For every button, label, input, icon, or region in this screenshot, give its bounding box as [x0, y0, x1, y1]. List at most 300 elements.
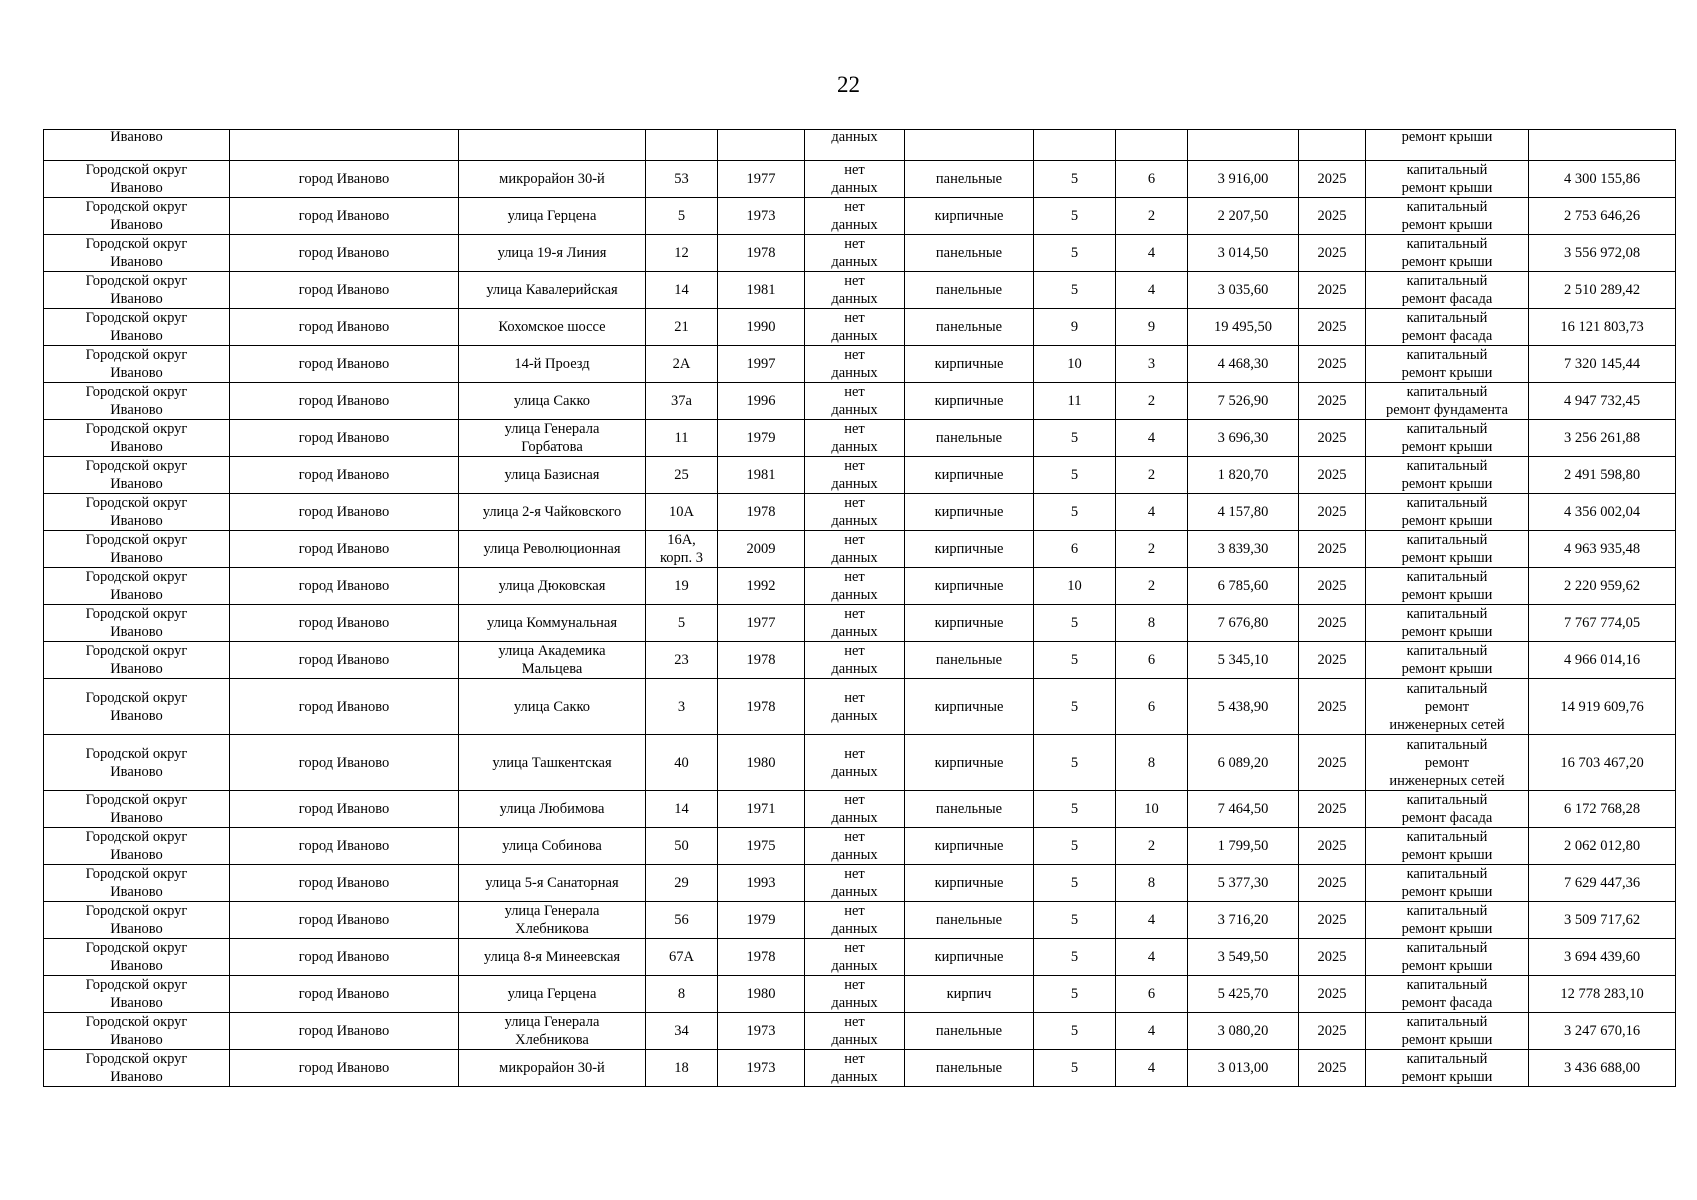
cell-area: 3 080,20 — [1188, 1013, 1299, 1050]
cell-year: 1971 — [718, 791, 805, 828]
cell-cost: 3 256 261,88 — [1529, 420, 1676, 457]
cell-plan-year: 2025 — [1299, 865, 1366, 902]
cell-entrances: 10 — [1116, 791, 1188, 828]
cell-area: 3 716,20 — [1188, 902, 1299, 939]
cell-wall-material: кирпичные — [905, 605, 1034, 642]
housing-repair-table — [43, 129, 1676, 1087]
cell-entrances: 4 — [1116, 235, 1188, 272]
cell-floors: 5 — [1034, 1050, 1116, 1087]
cell-floors: 5 — [1034, 457, 1116, 494]
cell-cost: 2 220 959,62 — [1529, 568, 1676, 605]
cell-area: 19 495,50 — [1188, 309, 1299, 346]
cell-municipality: Городской округ Иваново — [44, 494, 230, 531]
cell-street: улица Герцена — [459, 198, 646, 235]
cell-year: 1978 — [718, 642, 805, 679]
cell-area: 1 820,70 — [1188, 457, 1299, 494]
table-row — [44, 346, 1676, 383]
cell-municipality: Городской округ Иваново — [44, 735, 230, 791]
cell-cost: 4 947 732,45 — [1529, 383, 1676, 420]
cell-year: 1993 — [718, 865, 805, 902]
cell-work-type: ремонт крыши — [1366, 130, 1529, 161]
cell-entrances: 2 — [1116, 198, 1188, 235]
cell-wall-material — [905, 130, 1034, 161]
cell-plan-year: 2025 — [1299, 494, 1366, 531]
cell-house: 8 — [646, 976, 718, 1013]
cell-entrances: 2 — [1116, 457, 1188, 494]
cell-floors: 5 — [1034, 828, 1116, 865]
cell-municipality: Городской округ Иваново — [44, 272, 230, 309]
cell-cost: 2 491 598,80 — [1529, 457, 1676, 494]
cell-municipality: Городской округ Иваново — [44, 828, 230, 865]
cell-cost: 2 062 012,80 — [1529, 828, 1676, 865]
cell-commission-year: нет данных — [805, 531, 905, 568]
cell-wall-material: кирпичные — [905, 198, 1034, 235]
cell-entrances: 4 — [1116, 1013, 1188, 1050]
cell-area: 6 785,60 — [1188, 568, 1299, 605]
cell-locality: город Иваново — [230, 1013, 459, 1050]
cell-plan-year: 2025 — [1299, 605, 1366, 642]
table-row — [44, 457, 1676, 494]
cell-plan-year: 2025 — [1299, 679, 1366, 735]
cell-municipality: Городской округ Иваново — [44, 346, 230, 383]
cell-year: 1973 — [718, 198, 805, 235]
cell-cost: 4 356 002,04 — [1529, 494, 1676, 531]
cell-work-type: капитальный ремонт крыши — [1366, 1050, 1529, 1087]
cell-street — [459, 130, 646, 161]
cell-year: 1981 — [718, 457, 805, 494]
cell-floors — [1034, 130, 1116, 161]
cell-floors: 5 — [1034, 976, 1116, 1013]
cell-commission-year: данных — [805, 130, 905, 161]
cell-entrances: 4 — [1116, 1050, 1188, 1087]
table-row — [44, 605, 1676, 642]
cell-house: 21 — [646, 309, 718, 346]
cell-house: 11 — [646, 420, 718, 457]
cell-wall-material: кирпичные — [905, 865, 1034, 902]
table-row — [44, 420, 1676, 457]
table-row — [44, 735, 1676, 791]
cell-plan-year: 2025 — [1299, 383, 1366, 420]
cell-work-type: капитальный ремонт фундамента — [1366, 383, 1529, 420]
cell-year: 1973 — [718, 1050, 805, 1087]
cell-plan-year: 2025 — [1299, 976, 1366, 1013]
cell-year: 1978 — [718, 235, 805, 272]
cell-wall-material: панельные — [905, 235, 1034, 272]
cell-cost: 4 300 155,86 — [1529, 161, 1676, 198]
cell-cost: 3 556 972,08 — [1529, 235, 1676, 272]
cell-municipality: Иваново — [44, 130, 230, 161]
cell-cost: 3 247 670,16 — [1529, 1013, 1676, 1050]
cell-work-type: капитальный ремонт инженерных сетей — [1366, 679, 1529, 735]
cell-year: 1990 — [718, 309, 805, 346]
cell-locality: город Иваново — [230, 679, 459, 735]
cell-plan-year: 2025 — [1299, 828, 1366, 865]
cell-municipality: Городской округ Иваново — [44, 976, 230, 1013]
cell-street: Кохомское шоссе — [459, 309, 646, 346]
cell-area: 5 425,70 — [1188, 976, 1299, 1013]
cell-street: улица Герцена — [459, 976, 646, 1013]
cell-street: микрорайон 30-й — [459, 1050, 646, 1087]
cell-wall-material: панельные — [905, 902, 1034, 939]
cell-area: 1 799,50 — [1188, 828, 1299, 865]
cell-entrances: 6 — [1116, 976, 1188, 1013]
cell-work-type: капитальный ремонт крыши — [1366, 161, 1529, 198]
cell-area: 2 207,50 — [1188, 198, 1299, 235]
cell-plan-year: 2025 — [1299, 161, 1366, 198]
cell-locality: город Иваново — [230, 494, 459, 531]
cell-entrances: 2 — [1116, 568, 1188, 605]
cell-street: 14-й Проезд — [459, 346, 646, 383]
cell-locality: город Иваново — [230, 791, 459, 828]
cell-wall-material: панельные — [905, 309, 1034, 346]
cell-entrances: 8 — [1116, 735, 1188, 791]
cell-municipality: Городской округ Иваново — [44, 902, 230, 939]
cell-commission-year: нет данных — [805, 198, 905, 235]
cell-commission-year: нет данных — [805, 902, 905, 939]
cell-work-type: капитальный ремонт крыши — [1366, 939, 1529, 976]
cell-year: 1978 — [718, 494, 805, 531]
cell-wall-material: кирпичные — [905, 346, 1034, 383]
table-row — [44, 828, 1676, 865]
cell-floors: 5 — [1034, 865, 1116, 902]
cell-street: улица Ташкентская — [459, 735, 646, 791]
cell-locality: город Иваново — [230, 198, 459, 235]
cell-municipality: Городской округ Иваново — [44, 161, 230, 198]
cell-plan-year: 2025 — [1299, 235, 1366, 272]
table-row — [44, 1013, 1676, 1050]
cell-house: 5 — [646, 605, 718, 642]
table-row-continued — [44, 130, 1676, 161]
cell-commission-year: нет данных — [805, 1013, 905, 1050]
cell-entrances: 6 — [1116, 679, 1188, 735]
cell-commission-year: нет данных — [805, 865, 905, 902]
cell-work-type: капитальный ремонт крыши — [1366, 902, 1529, 939]
table-row — [44, 679, 1676, 735]
table-row — [44, 531, 1676, 568]
cell-commission-year: нет данных — [805, 735, 905, 791]
cell-floors: 9 — [1034, 309, 1116, 346]
cell-area: 4 468,30 — [1188, 346, 1299, 383]
cell-street: улица Кавалерийская — [459, 272, 646, 309]
page-number: 22 — [837, 72, 860, 97]
cell-cost: 14 919 609,76 — [1529, 679, 1676, 735]
cell-floors: 5 — [1034, 735, 1116, 791]
cell-wall-material: кирпичные — [905, 939, 1034, 976]
cell-cost: 3 694 439,60 — [1529, 939, 1676, 976]
cell-floors: 5 — [1034, 198, 1116, 235]
cell-wall-material: панельные — [905, 1013, 1034, 1050]
cell-area: 7 464,50 — [1188, 791, 1299, 828]
cell-wall-material: панельные — [905, 642, 1034, 679]
cell-locality: город Иваново — [230, 420, 459, 457]
cell-wall-material: кирпичные — [905, 457, 1034, 494]
cell-locality: город Иваново — [230, 828, 459, 865]
cell-commission-year: нет данных — [805, 605, 905, 642]
cell-municipality: Городской округ Иваново — [44, 457, 230, 494]
cell-house: 3 — [646, 679, 718, 735]
cell-area: 5 345,10 — [1188, 642, 1299, 679]
cell-plan-year: 2025 — [1299, 939, 1366, 976]
table-row — [44, 198, 1676, 235]
cell-wall-material: кирпичные — [905, 531, 1034, 568]
cell-work-type: капитальный ремонт фасада — [1366, 976, 1529, 1013]
cell-cost: 7 629 447,36 — [1529, 865, 1676, 902]
cell-locality: город Иваново — [230, 531, 459, 568]
table-row — [44, 568, 1676, 605]
cell-floors: 5 — [1034, 679, 1116, 735]
cell-municipality: Городской округ Иваново — [44, 383, 230, 420]
cell-street: улица Сакко — [459, 383, 646, 420]
cell-entrances: 6 — [1116, 161, 1188, 198]
table-row — [44, 976, 1676, 1013]
cell-entrances: 3 — [1116, 346, 1188, 383]
table-row — [44, 272, 1676, 309]
cell-area: 3 549,50 — [1188, 939, 1299, 976]
cell-house: 29 — [646, 865, 718, 902]
cell-municipality: Городской округ Иваново — [44, 865, 230, 902]
cell-wall-material: панельные — [905, 272, 1034, 309]
cell-locality: город Иваново — [230, 309, 459, 346]
cell-year: 1979 — [718, 420, 805, 457]
cell-locality: город Иваново — [230, 865, 459, 902]
cell-locality: город Иваново — [230, 161, 459, 198]
cell-work-type: капитальный ремонт крыши — [1366, 235, 1529, 272]
cell-wall-material: кирпичные — [905, 735, 1034, 791]
cell-floors: 5 — [1034, 235, 1116, 272]
cell-year: 1978 — [718, 939, 805, 976]
cell-wall-material: панельные — [905, 161, 1034, 198]
cell-area: 3 035,60 — [1188, 272, 1299, 309]
cell-area: 3 014,50 — [1188, 235, 1299, 272]
table-row — [44, 161, 1676, 198]
cell-commission-year: нет данных — [805, 383, 905, 420]
cell-street: улица Дюковская — [459, 568, 646, 605]
cell-street: улица Академика Мальцева — [459, 642, 646, 679]
cell-commission-year: нет данных — [805, 642, 905, 679]
cell-year: 1979 — [718, 902, 805, 939]
cell-municipality: Городской округ Иваново — [44, 531, 230, 568]
cell-cost: 4 966 014,16 — [1529, 642, 1676, 679]
cell-floors: 5 — [1034, 272, 1116, 309]
cell-plan-year — [1299, 130, 1366, 161]
cell-year: 2009 — [718, 531, 805, 568]
cell-cost: 7 320 145,44 — [1529, 346, 1676, 383]
cell-house: 53 — [646, 161, 718, 198]
cell-wall-material: кирпичные — [905, 494, 1034, 531]
cell-area — [1188, 130, 1299, 161]
cell-house — [646, 130, 718, 161]
cell-wall-material: панельные — [905, 1050, 1034, 1087]
cell-cost: 3 509 717,62 — [1529, 902, 1676, 939]
cell-municipality: Городской округ Иваново — [44, 1050, 230, 1087]
cell-work-type: капитальный ремонт крыши — [1366, 346, 1529, 383]
cell-work-type: капитальный ремонт крыши — [1366, 494, 1529, 531]
cell-house: 14 — [646, 791, 718, 828]
cell-entrances: 4 — [1116, 939, 1188, 976]
cell-plan-year: 2025 — [1299, 791, 1366, 828]
cell-street: улица Революционная — [459, 531, 646, 568]
cell-house: 16А, корп. 3 — [646, 531, 718, 568]
cell-floors: 10 — [1034, 346, 1116, 383]
cell-municipality: Городской округ Иваново — [44, 198, 230, 235]
cell-locality: город Иваново — [230, 939, 459, 976]
cell-work-type: капитальный ремонт крыши — [1366, 865, 1529, 902]
cell-cost — [1529, 130, 1676, 161]
cell-floors: 5 — [1034, 939, 1116, 976]
cell-floors: 5 — [1034, 902, 1116, 939]
cell-municipality: Городской округ Иваново — [44, 309, 230, 346]
cell-municipality: Городской округ Иваново — [44, 1013, 230, 1050]
cell-house: 25 — [646, 457, 718, 494]
cell-cost: 4 963 935,48 — [1529, 531, 1676, 568]
cell-floors: 11 — [1034, 383, 1116, 420]
cell-year: 1997 — [718, 346, 805, 383]
cell-commission-year: нет данных — [805, 494, 905, 531]
cell-entrances: 4 — [1116, 420, 1188, 457]
cell-house: 40 — [646, 735, 718, 791]
cell-wall-material: панельные — [905, 791, 1034, 828]
cell-house: 67А — [646, 939, 718, 976]
cell-entrances: 4 — [1116, 494, 1188, 531]
cell-locality: город Иваново — [230, 457, 459, 494]
cell-locality: город Иваново — [230, 642, 459, 679]
cell-house: 18 — [646, 1050, 718, 1087]
cell-plan-year: 2025 — [1299, 420, 1366, 457]
cell-house: 19 — [646, 568, 718, 605]
cell-wall-material: кирпичные — [905, 383, 1034, 420]
cell-locality: город Иваново — [230, 235, 459, 272]
cell-area: 3 013,00 — [1188, 1050, 1299, 1087]
cell-municipality: Городской округ Иваново — [44, 939, 230, 976]
table-row — [44, 642, 1676, 679]
cell-street: улица Генерала Хлебникова — [459, 1013, 646, 1050]
cell-work-type: капитальный ремонт фасада — [1366, 272, 1529, 309]
cell-plan-year: 2025 — [1299, 902, 1366, 939]
cell-area: 5 438,90 — [1188, 679, 1299, 735]
cell-house: 23 — [646, 642, 718, 679]
table-row — [44, 494, 1676, 531]
cell-municipality: Городской округ Иваново — [44, 420, 230, 457]
cell-plan-year: 2025 — [1299, 272, 1366, 309]
cell-municipality: Городской округ Иваново — [44, 605, 230, 642]
cell-wall-material: кирпич — [905, 976, 1034, 1013]
cell-year: 1975 — [718, 828, 805, 865]
cell-locality: город Иваново — [230, 735, 459, 791]
cell-plan-year: 2025 — [1299, 198, 1366, 235]
cell-area: 3 696,30 — [1188, 420, 1299, 457]
cell-locality — [230, 130, 459, 161]
cell-work-type: капитальный ремонт крыши — [1366, 531, 1529, 568]
cell-house: 14 — [646, 272, 718, 309]
cell-commission-year: нет данных — [805, 457, 905, 494]
cell-year: 1977 — [718, 161, 805, 198]
cell-street: улица 2-я Чайковского — [459, 494, 646, 531]
cell-plan-year: 2025 — [1299, 642, 1366, 679]
table-row — [44, 383, 1676, 420]
cell-street: микрорайон 30-й — [459, 161, 646, 198]
table-row — [44, 939, 1676, 976]
cell-area: 6 089,20 — [1188, 735, 1299, 791]
cell-year: 1980 — [718, 976, 805, 1013]
cell-commission-year: нет данных — [805, 828, 905, 865]
cell-house: 2А — [646, 346, 718, 383]
cell-cost: 2 510 289,42 — [1529, 272, 1676, 309]
cell-commission-year: нет данных — [805, 791, 905, 828]
cell-street: улица Собинова — [459, 828, 646, 865]
cell-locality: город Иваново — [230, 383, 459, 420]
cell-house: 12 — [646, 235, 718, 272]
cell-plan-year: 2025 — [1299, 457, 1366, 494]
cell-floors: 6 — [1034, 531, 1116, 568]
cell-plan-year: 2025 — [1299, 568, 1366, 605]
cell-commission-year: нет данных — [805, 346, 905, 383]
cell-area: 4 157,80 — [1188, 494, 1299, 531]
cell-entrances: 4 — [1116, 272, 1188, 309]
cell-work-type: капитальный ремонт крыши — [1366, 605, 1529, 642]
cell-area: 5 377,30 — [1188, 865, 1299, 902]
cell-cost: 3 436 688,00 — [1529, 1050, 1676, 1087]
cell-house: 50 — [646, 828, 718, 865]
cell-plan-year: 2025 — [1299, 1013, 1366, 1050]
cell-work-type: капитальный ремонт крыши — [1366, 1013, 1529, 1050]
cell-entrances: 2 — [1116, 828, 1188, 865]
cell-street: улица Коммунальная — [459, 605, 646, 642]
cell-area: 7 676,80 — [1188, 605, 1299, 642]
cell-year: 1977 — [718, 605, 805, 642]
table-row — [44, 865, 1676, 902]
cell-commission-year: нет данных — [805, 309, 905, 346]
cell-commission-year: нет данных — [805, 679, 905, 735]
cell-house: 10А — [646, 494, 718, 531]
cell-floors: 5 — [1034, 161, 1116, 198]
cell-work-type: капитальный ремонт крыши — [1366, 457, 1529, 494]
cell-commission-year: нет данных — [805, 420, 905, 457]
cell-work-type: капитальный ремонт инженерных сетей — [1366, 735, 1529, 791]
cell-floors: 5 — [1034, 420, 1116, 457]
cell-house: 37а — [646, 383, 718, 420]
cell-work-type: капитальный ремонт крыши — [1366, 642, 1529, 679]
cell-entrances: 8 — [1116, 865, 1188, 902]
cell-year: 1992 — [718, 568, 805, 605]
cell-year: 1978 — [718, 679, 805, 735]
cell-wall-material: кирпичные — [905, 828, 1034, 865]
cell-locality: город Иваново — [230, 1050, 459, 1087]
cell-street: улица Сакко — [459, 679, 646, 735]
cell-entrances: 6 — [1116, 642, 1188, 679]
cell-street: улица Базисная — [459, 457, 646, 494]
cell-cost: 6 172 768,28 — [1529, 791, 1676, 828]
cell-commission-year: нет данных — [805, 939, 905, 976]
cell-house: 34 — [646, 1013, 718, 1050]
cell-entrances: 2 — [1116, 531, 1188, 568]
cell-commission-year: нет данных — [805, 272, 905, 309]
cell-street: улица Генерала Горбатова — [459, 420, 646, 457]
cell-street: улица 5-я Санаторная — [459, 865, 646, 902]
cell-municipality: Городской округ Иваново — [44, 568, 230, 605]
cell-locality: город Иваново — [230, 346, 459, 383]
cell-entrances: 2 — [1116, 383, 1188, 420]
cell-municipality: Городской округ Иваново — [44, 642, 230, 679]
cell-area: 3 916,00 — [1188, 161, 1299, 198]
table-row — [44, 309, 1676, 346]
cell-commission-year: нет данных — [805, 1050, 905, 1087]
cell-street: улица Генерала Хлебникова — [459, 902, 646, 939]
cell-work-type: капитальный ремонт крыши — [1366, 420, 1529, 457]
cell-street: улица 19-я Линия — [459, 235, 646, 272]
cell-wall-material: кирпичные — [905, 568, 1034, 605]
cell-cost: 2 753 646,26 — [1529, 198, 1676, 235]
cell-floors: 5 — [1034, 605, 1116, 642]
